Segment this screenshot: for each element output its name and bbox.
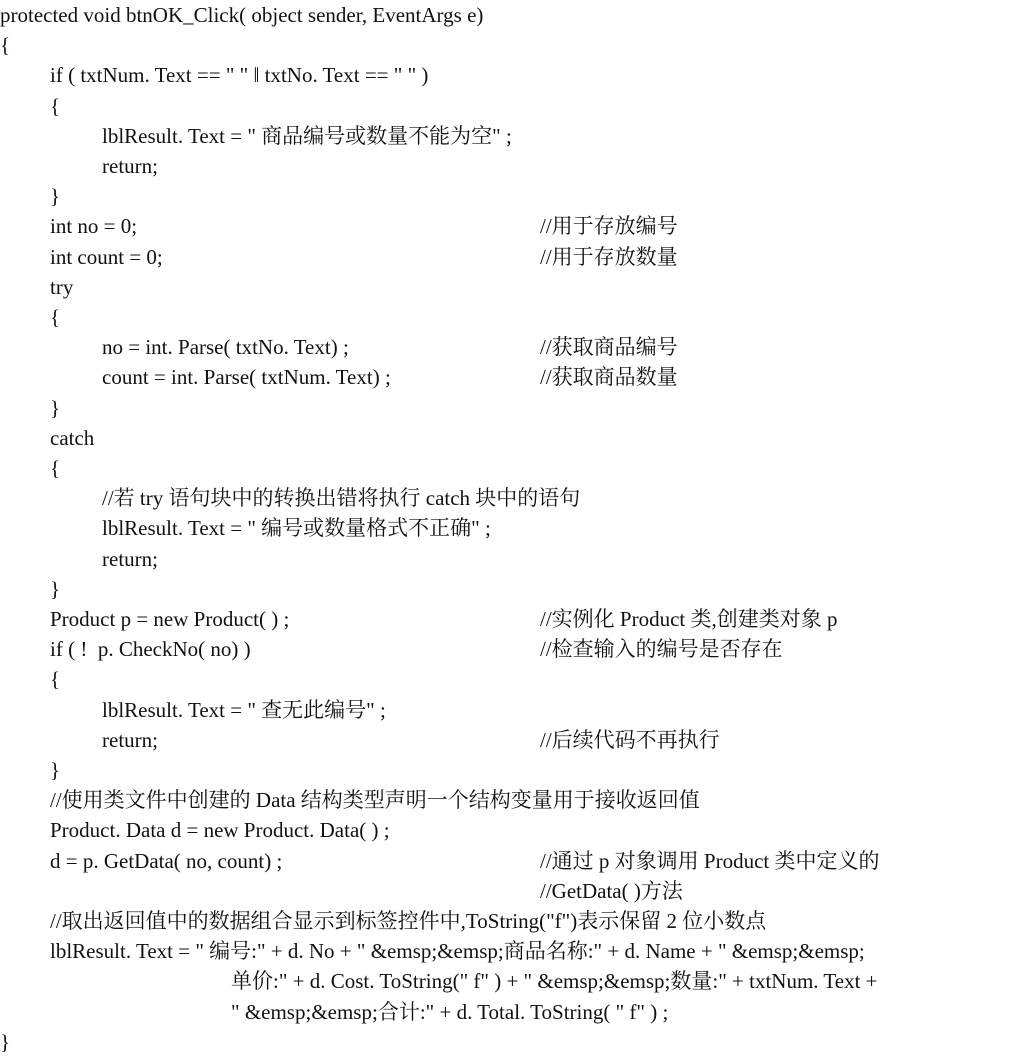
code-comment: //检查输入的编号是否存在: [540, 637, 783, 662]
code-line: [0, 1027, 1030, 1057]
code-line: [0, 604, 1030, 634]
code-line: [0, 966, 1030, 996]
code-comment: //通过 p 对象调用 Product 类中定义的: [540, 848, 880, 873]
code-text: if ( ! p. CheckNo( no) ): [50, 637, 251, 662]
code-text: count = int. Parse( txtNum. Text) ;: [102, 365, 391, 390]
code-text: return;: [102, 546, 158, 571]
code-line: [0, 332, 1030, 362]
code-text: }: [50, 758, 61, 782]
code-text: return;: [102, 727, 158, 752]
code-text: int count = 0;: [50, 244, 163, 269]
code-text: catch: [50, 425, 95, 450]
code-line: [0, 151, 1030, 181]
code-text: Product. Data d = new Product. Data( ) ;: [50, 818, 390, 843]
code-line: [0, 725, 1030, 755]
code-comment: //后续代码不再执行: [540, 727, 720, 752]
code-text: return;: [102, 154, 158, 178]
code-text: Product p = new Product( ) ;: [50, 607, 290, 631]
code-text: {: [50, 667, 61, 692]
code-text: no = int. Parse( txtNo. Text) ;: [102, 335, 349, 360]
code-text: if ( txtNum. Text == " " ‖ txtNo. Text == " " ): [50, 63, 429, 88]
code-text: }: [50, 576, 61, 601]
code-text: lblResult. Text = " 编号:" + d. No + " &emsp;&emsp;商品名称:" + d. Name + " &emsp;&emsp;: [50, 939, 865, 964]
code-text: //使用类文件中创建的 Data 结构类型声明一个结构变量用于接收返回值: [50, 788, 700, 813]
code-line: [0, 423, 1030, 453]
code-text: }: [50, 184, 61, 209]
code-text: protected void btnOK_Click( object sender, EventArgs e): [0, 3, 484, 27]
code-line: [0, 574, 1030, 604]
code-text: {: [50, 456, 61, 480]
code-text: " &emsp;&emsp;合计:" + d. Total. ToString( " f" ) ;: [231, 999, 669, 1024]
code-comment: //用于存放数量: [540, 244, 678, 269]
code-line: [0, 302, 1030, 332]
code-line: [0, 91, 1030, 121]
code-line: [0, 453, 1030, 483]
code-text: lblResult. Text = " 商品编号或数量不能为空" ;: [102, 123, 512, 148]
code-comment: //实例化 Product 类,创建类对象 p: [540, 607, 838, 631]
code-line: [0, 695, 1030, 725]
code-line: [0, 846, 1030, 876]
code-line: [0, 211, 1030, 241]
code-comment: //用于存放编号: [540, 214, 678, 239]
code-line: [0, 876, 1030, 906]
code-line: [0, 815, 1030, 845]
code-line: [0, 393, 1030, 423]
code-comment: //获取商品数量: [540, 365, 678, 390]
code-line: [0, 483, 1030, 513]
code-text: {: [50, 305, 61, 329]
code-line: [0, 664, 1030, 694]
code-line: [0, 181, 1030, 211]
code-line: [0, 30, 1030, 60]
code-text: }: [0, 1029, 11, 1054]
code-text: }: [50, 395, 61, 420]
code-line: [0, 785, 1030, 815]
code-text: lblResult. Text = " 编号或数量格式不正确" ;: [102, 516, 491, 541]
code-line: [0, 544, 1030, 574]
code-line: [0, 121, 1030, 151]
code-line: [0, 936, 1030, 966]
code-text: d = p. GetData( no, count) ;: [50, 848, 283, 873]
code-line: [0, 272, 1030, 302]
code-line: [0, 906, 1030, 936]
code-line: [0, 242, 1030, 272]
code-text: //若 try 语句块中的转换出错将执行 catch 块中的语句: [102, 486, 581, 511]
code-line: [0, 997, 1030, 1027]
code-line: [0, 0, 1030, 30]
code-text: lblResult. Text = " 查无此编号" ;: [102, 697, 386, 722]
code-line: [0, 60, 1030, 90]
code-text: {: [0, 33, 11, 58]
code-text: //取出返回值中的数据组合显示到标签控件中,ToString("f")表示保留 2 位小数点: [50, 909, 767, 933]
code-text: int no = 0;: [50, 214, 138, 239]
code-line: [0, 634, 1030, 664]
code-line: [0, 362, 1030, 392]
code-comment: //获取商品编号: [540, 335, 678, 360]
code-comment: //GetData( )方法: [540, 878, 683, 903]
code-text: {: [50, 93, 61, 118]
code-line: [0, 755, 1030, 785]
code-text: 单价:" + d. Cost. ToString(" f" ) + " &emsp;&emsp;数量:" + txtNum. Text +: [231, 969, 878, 994]
code-text: try: [50, 274, 74, 299]
code-line: [0, 513, 1030, 543]
